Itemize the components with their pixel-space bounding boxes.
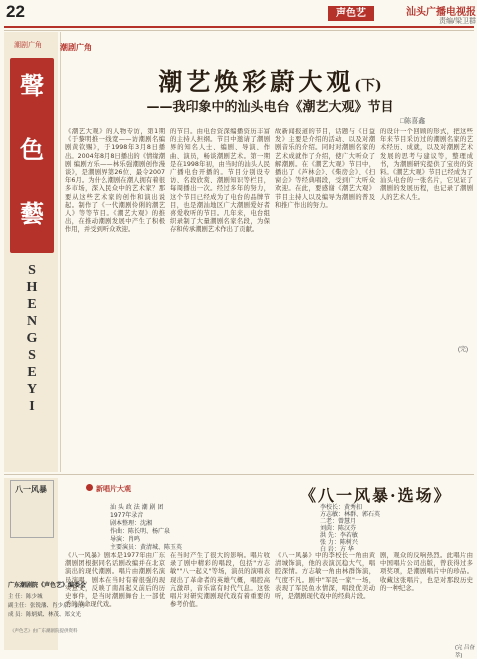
album-cover-title: 八一风暴	[15, 484, 47, 494]
record-column-4: 剧，观众的反响热烈。此唱片由中国唱片公司出版，曾获得过多项奖项，是潮剧唱片中的珍品。收藏这张唱片，也是对那段历史的一种纪念。	[380, 552, 473, 592]
record-column-1: 《八一风暴》剧本是1977年由广东潮剧团根据同名话剧改编并在北京演出的现代潮剧。唱片由潮剧名演员演唱，剧本在当时有着很强的现实意义，反映了南昌起义前后的历史事件，是当时潮剧舞台上一部优秀的革命现代戏。	[65, 552, 165, 609]
sub-rule	[4, 30, 474, 31]
credit-line: 汕 头 政 法 潮 剧 团	[110, 504, 164, 511]
editorial-line: 副主任：张锐藩、肖少泉、张勇	[8, 603, 86, 609]
credit-line: 二老：曾慧月	[320, 518, 357, 525]
article-byline: □陈喜鑫	[400, 118, 426, 125]
article-title: 潮艺焕彩蔚大观(下)	[158, 67, 382, 96]
article-subtitle: ——我印象中的汕头电台《潮艺大观》节目	[146, 100, 394, 115]
column-divider	[60, 32, 61, 472]
credit-line: 白 岩：方 华	[320, 546, 354, 553]
sidebar-footer-note: 《声色艺》由广东潮剧院提供资料	[10, 628, 78, 633]
article-column-3: 故新闻报道的节目，话题与《日益发》主要是介绍的活动、以及对潮剧音乐的介绍。同时对潮剧名家的艺术成就作了介绍，使广大听众了解潮剧。在《潮艺大观》节目中，播出了《芦林会》、《柴房会》、《扫窗会》等经典唱段，受到广大听众欢迎。在此，要感谢《潮艺大观》节目主持人以及编导为潮剧的普及和推广作出的努力。	[275, 128, 375, 209]
credit-line: 张 力：陈树兴	[320, 539, 358, 546]
column-seal	[10, 58, 54, 253]
editor-line: 责编/梁卫群	[439, 18, 476, 25]
title-part: (下)	[354, 78, 382, 94]
seal-char: 色	[20, 135, 44, 164]
page-number: 22	[6, 2, 25, 21]
article-column-1: 《潮艺大观》的人物专访，第1期《于黎明推一线宽——访潮剧名编剧黄钦赐》，于1998年3月8日播出。2004年8月8日播出的《情缘潮剧 编剧方乐——林乐强潮剧创作漫谈》，是潮剧界第26位、最令2007年6月。为什么潮剧在潮人拥有着很多市场，深入民众中的艺术家？那要从这些艺术家的创作和演出说起。制作了《一代潮剧伶俐的潮艺人》等等节目。《潮艺大观》的推出，在推动潮剧发展中产生了积极作用，并受到听众欢迎。	[65, 128, 165, 234]
article-end-mark: (完)	[458, 347, 468, 353]
editorial-line: 主 任：陈少城	[8, 594, 43, 600]
section-divider	[4, 474, 474, 475]
header-rule	[4, 26, 474, 28]
article-column-2: 的节目。由电台资深编播资历丰富的主持人担纲。节目中邀请了潮剧界的知名人士、编剧、导演、作曲、演员，畅谈潮剧艺术。第一期是在1998年初，由当时的汕头人民广播电台开播的。节目分别设专访、名段欣赏、潮剧知识等栏目，每周播出一次。经过多年的努力，这个节目已经成为了电台的品牌节目，也是潮汕地区广大潮剧爱好者喜爱收听的节目。几年来，电台组织录制了大量潮剧名家名段，为保存和传承潮剧艺术作出了贡献。	[170, 128, 270, 234]
credit-line: 导演：肖鸣	[110, 536, 141, 543]
column-badge: 声色艺	[328, 6, 374, 21]
editorial-line: 成 员：陈炳斌、林茂、郑文光	[8, 612, 82, 618]
credit-line: 刘茵：陈汉芬	[320, 525, 357, 532]
sidebar-tag: 潮剧广角	[14, 42, 42, 49]
credit-line: 1977年录音	[110, 512, 144, 519]
article-column-4: 的设计一个回顾的形式，把这些年来节目采访过的潮剧名家的艺术经历、成就，以及对潮剧艺术发展的思考与建议等，整理成书，为潮剧研究提供了宝贵的资料。《潮艺大观》节目已经成为了汕头电台的一张名片，它见证了潮剧的发展历程，也记录了潮剧人的艺术人生。	[380, 128, 473, 201]
credit-line: 李校长：黄秀扣	[320, 504, 363, 511]
recommend-tag: 新唱片大观	[96, 486, 131, 493]
credit-line: 洪 先：李若敏	[320, 532, 358, 539]
paper-name: 汕头广播电视报	[406, 7, 476, 18]
record-column-2: 在当时产生了很大的影响。唱片收录了剧中精彩的唱段，包括"方志敏""八一起义"等场，演员的演唱表现出了革命者的英雄气概，唱腔高亢激昂，音乐富有时代气息。这张唱片对研究潮剧现代戏有着重要的参考价值。	[170, 552, 270, 609]
seal-char: 聲	[20, 71, 44, 100]
editorial-board-title: 广东潮剧院《声色艺》编委会	[8, 583, 87, 589]
article-column-tag: 潮剧广角	[60, 43, 92, 52]
credit-line: 主要演员：黄清城、陈玉英	[110, 544, 183, 551]
record-end-mark: (完 吕奋萃)	[455, 645, 475, 659]
record-column-3: 《八一风暴》中的李校长一角由黄清城饰演，他的表演沉稳大气，唱腔深情。方志敏一角由林群饰演，气度不凡。剧中"军民一家"一场，表现了军民鱼水情深，唱段优美动听，是潮剧现代戏中的经典片段。	[275, 552, 375, 601]
credit-line: 作曲：陈长明、杨广泉	[110, 528, 171, 535]
record-icon	[86, 484, 93, 491]
vertical-english-title: S H E N G S E Y I	[26, 263, 38, 414]
seal-char: 藝	[20, 199, 44, 228]
record-title: 《八一风暴·选场》	[300, 486, 452, 505]
credit-line: 剧本整理：沈湘	[110, 520, 153, 527]
credit-line: 方志敏：林群、郭石英	[320, 511, 381, 518]
